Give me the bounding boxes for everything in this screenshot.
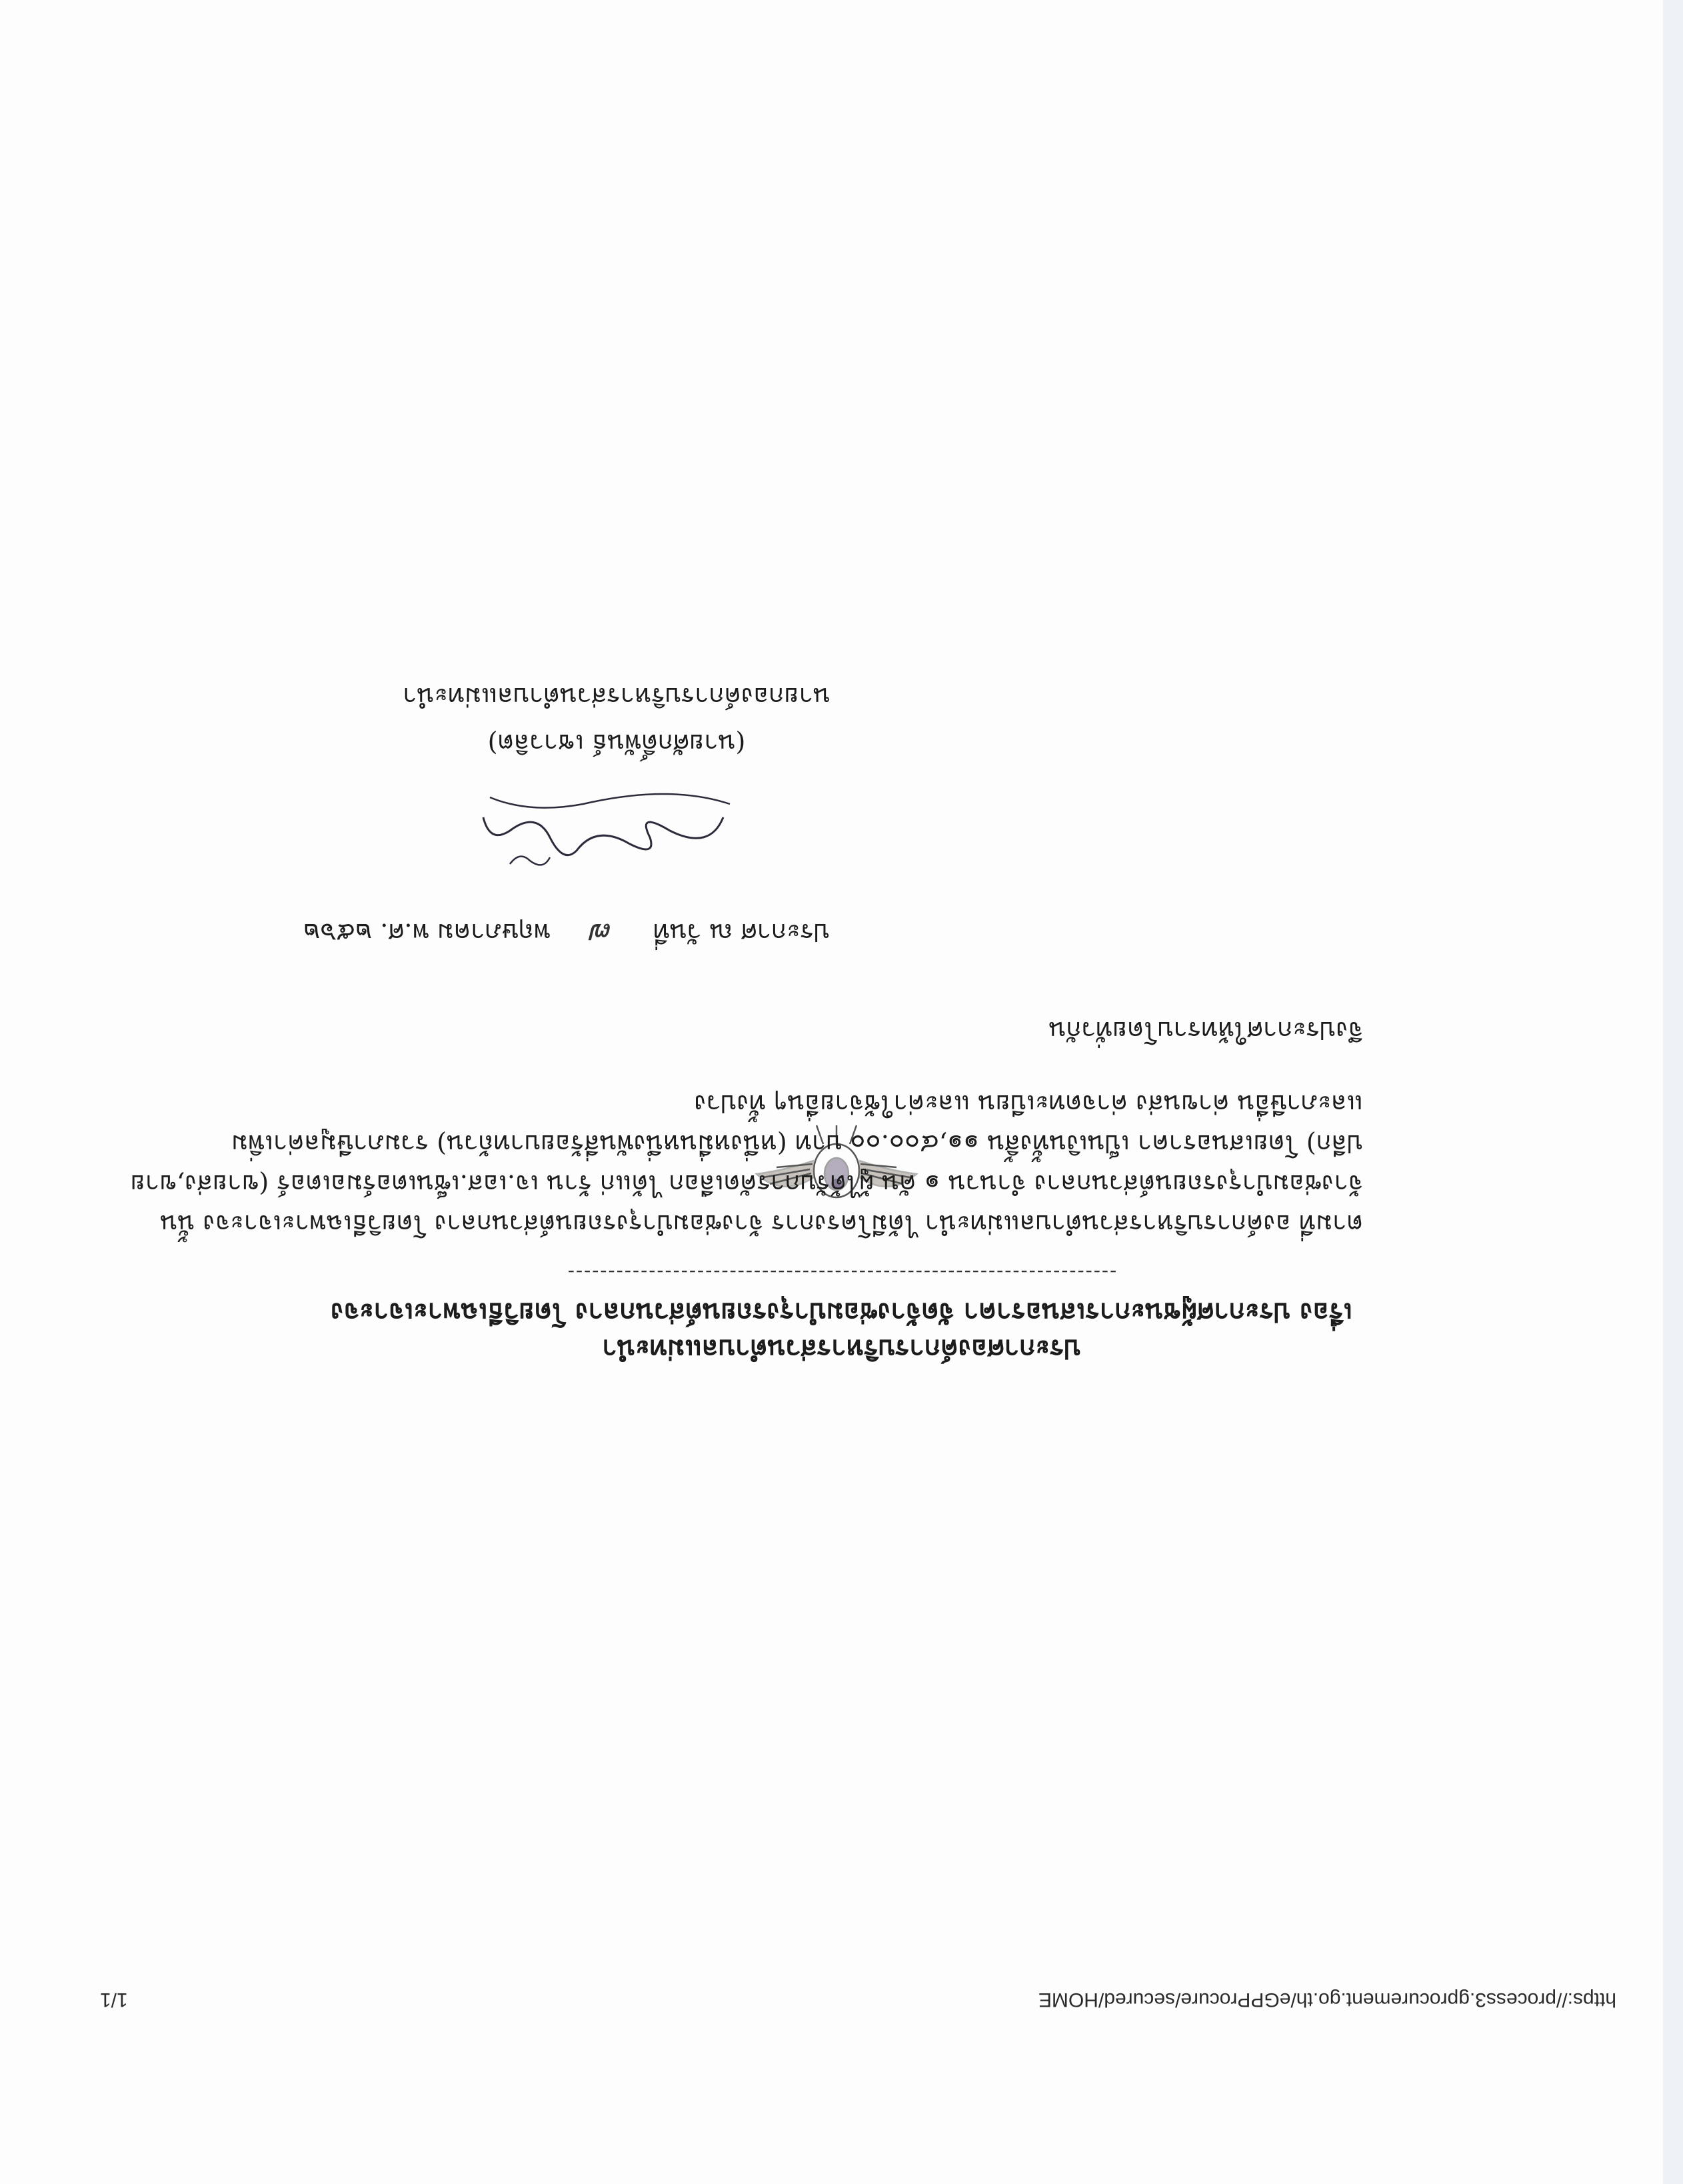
date-rest: พฤษภาคม พ.ศ. ๒๕๖๒	[303, 918, 551, 947]
handwritten-signature	[470, 777, 750, 877]
print-url: https://process3.gprocurement.go.th/eGPProcure/secured/HOME	[1038, 1989, 1616, 2011]
page-number: 1/1	[100, 1989, 128, 2011]
announcement-issuer: ประกาศองค์การบริหารส่วนตำบลแม่ทะนำ	[602, 1333, 1081, 1365]
date-day-handwritten: ๗	[591, 917, 613, 951]
body-line: จ้างซ่อมบำรุงรถยนต์ส่วนกลาง จำนวน ๑ คัน ผู้ได้รับการคัดเลือก ได้แก่ ร้าน เจ.เอส.เซ็นเตอร์มอเตอร์ (ขายส่ง,ขาย	[130, 1169, 1363, 1199]
announcement-body	[90, 1084, 1583, 1244]
print-header	[100, 1984, 1616, 2011]
separator-line: --------------------------------------------------------------------	[566, 1261, 1117, 1284]
body-line: ตามที่ องค์การบริหารส่วนตำบลแม่ทะนำ ได้มีโครงการ จ้างซ่อมบำรุงรถยนต์ส่วนกลาง โดยวิธีเฉพาะเจาะจง นั้น	[160, 1209, 1363, 1239]
scan-edge	[1663, 0, 1683, 2184]
signer-name: (นายศักดิ์พันธ์ เชาวลิต)	[487, 729, 746, 758]
announcement-date	[303, 911, 830, 957]
signer-position: นายกองค์การบริหารส่วนตำบลแม่ทะนำ	[403, 682, 831, 711]
announcement-closing: จึงประกาศให้ทราบโดยทั่วกัน	[1048, 1016, 1363, 1045]
date-prefix: ประกาศ ณ วันที่	[653, 918, 830, 947]
body-line: ปลีก) โดยเสนอราคา เป็นเงินทั้งสิ้น ๑๑,๔๐๐.๐๐ บาท (หนึ่งหมื่นหนึ่งพันสี่ร้อยบาทถ้วน) รวมภาษีมูลค่าเพิ่ม	[231, 1129, 1363, 1159]
announcement-subject: เรื่อง ประกาศผู้ชนะการเสนอราคา จัดจ้างซ่อมบำรุงรถยนต์ส่วนกลาง โดยวิธีเฉพาะเจาะจง	[331, 1297, 1352, 1328]
body-line: และภาษีอื่น ค่าขนส่ง ค่าจดทะเบียน และค่าใช้จ่ายอื่นๆ ทั้งปวง	[694, 1089, 1363, 1119]
